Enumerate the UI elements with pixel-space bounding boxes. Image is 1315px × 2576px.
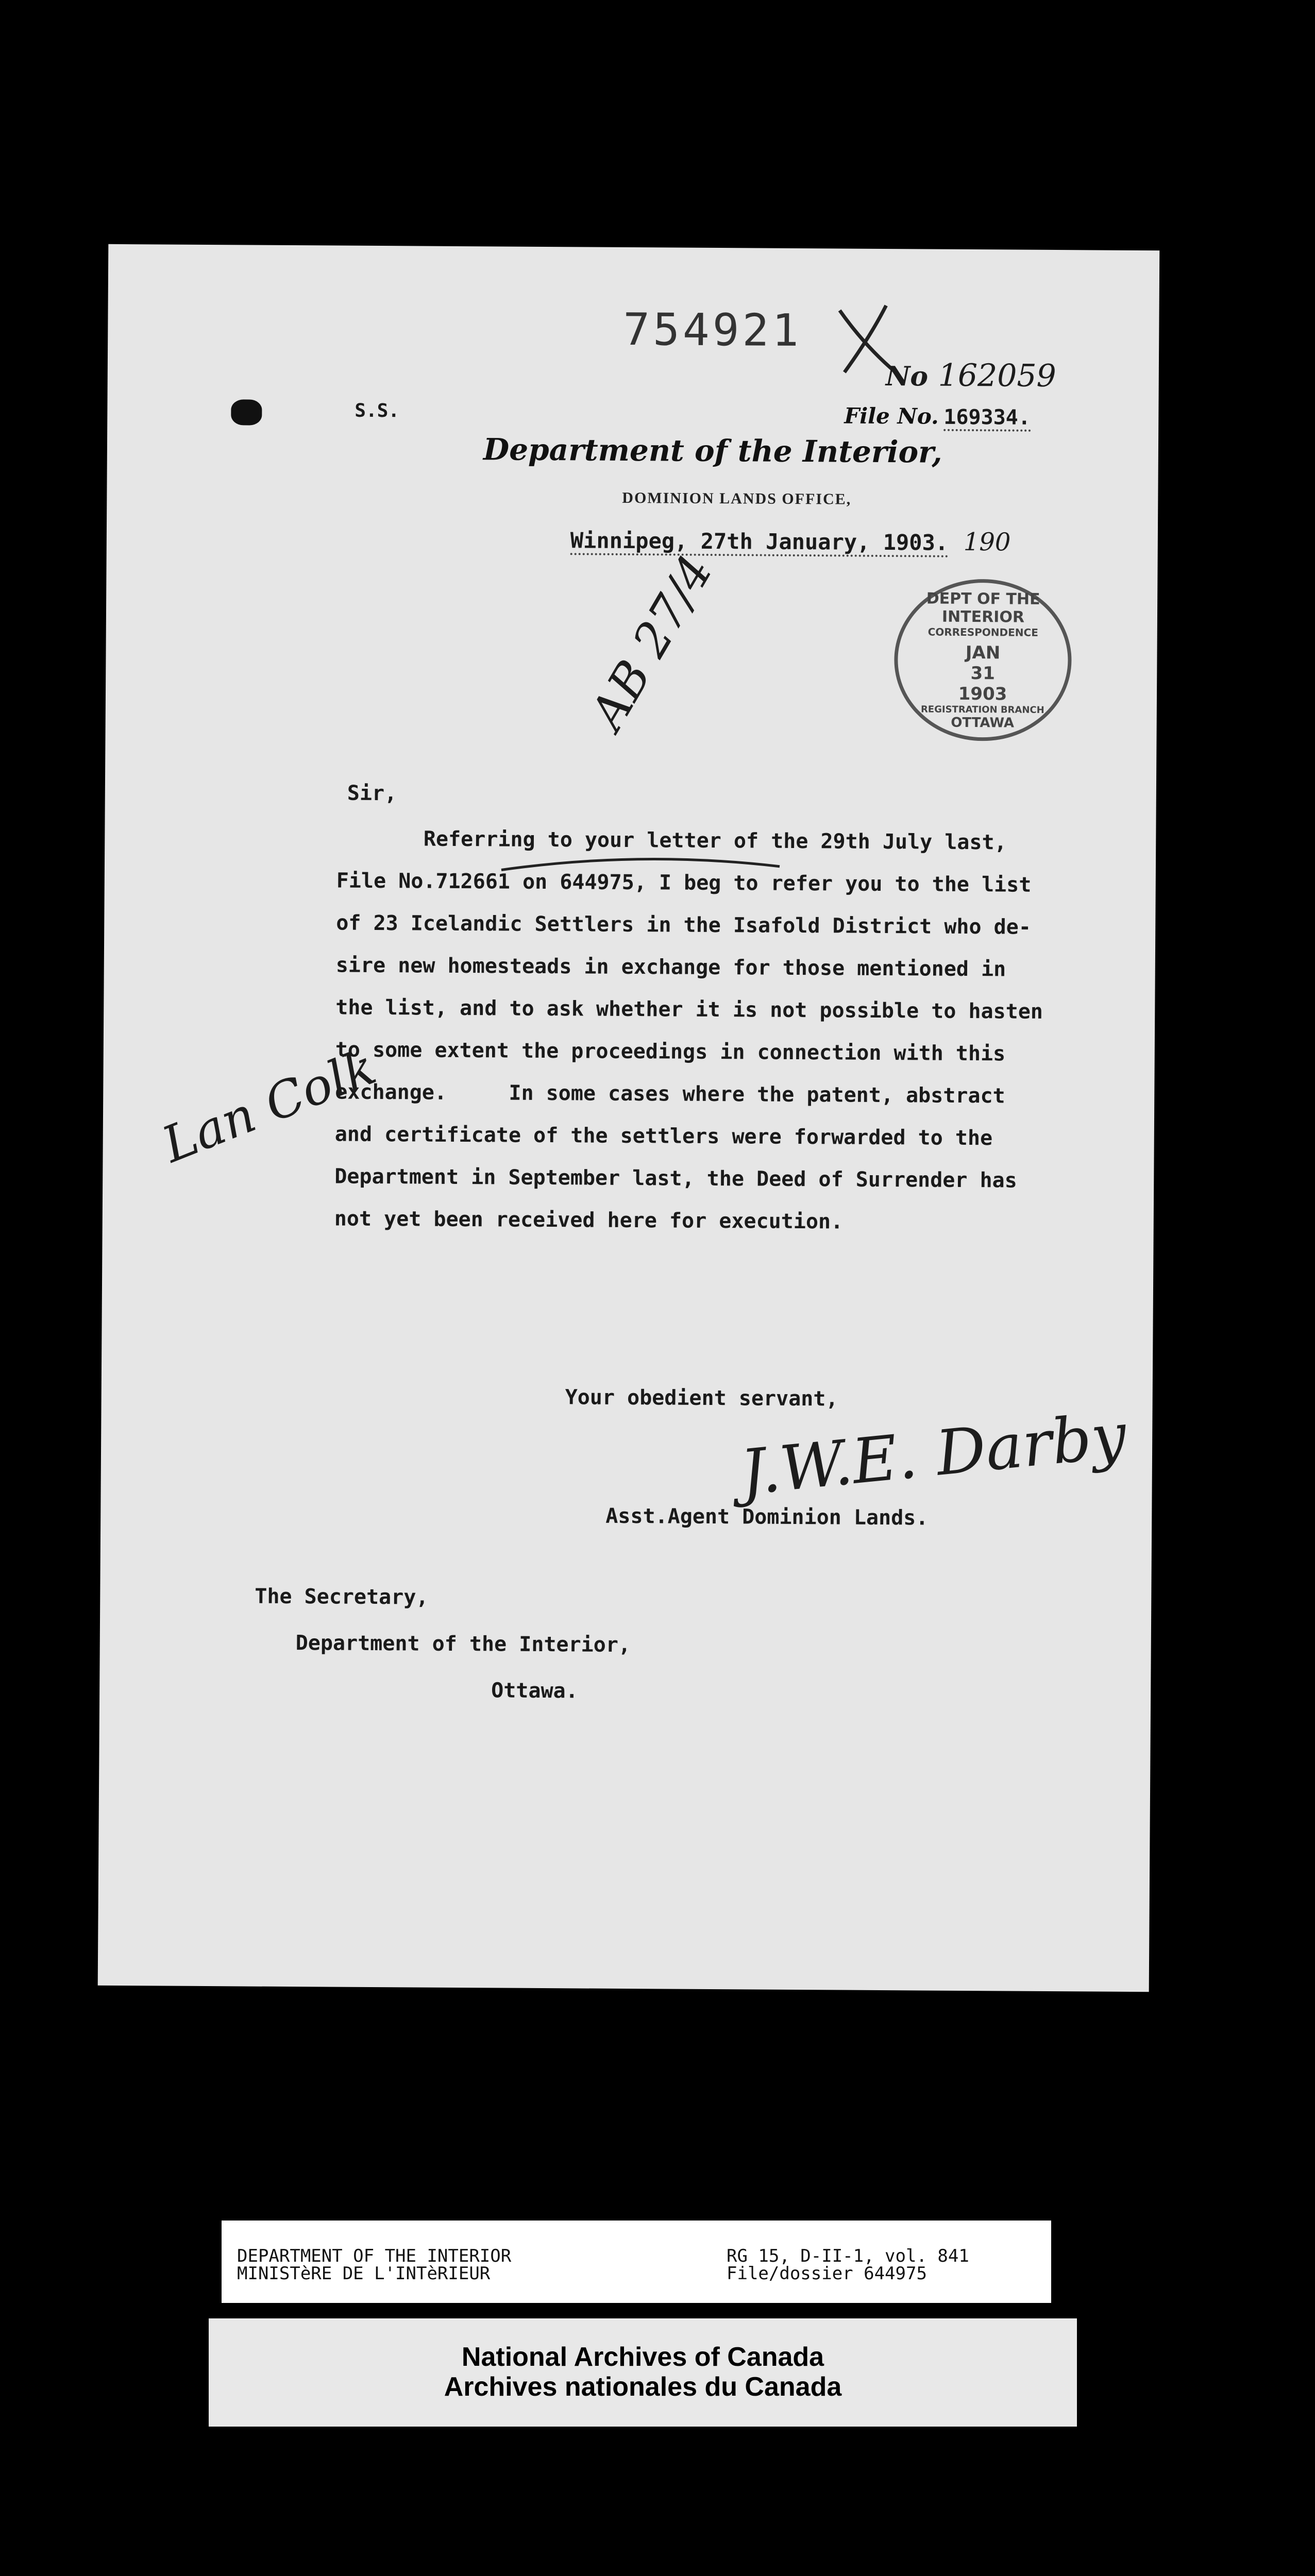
received-stamp (893, 579, 1072, 741)
archive-file-reference: File/dossier 644975 (727, 2263, 927, 2284)
body-line: the list, and to ask whether it is not possible to hasten (335, 995, 1043, 1024)
file-value: 169334. (943, 405, 1031, 432)
recipient-line: Department of the Interior, (295, 1631, 631, 1657)
file-label: File No. (844, 403, 939, 429)
body-line: File No.712661 on 644975, I beg to refer you to the list (336, 869, 1032, 897)
salutation: Sir, (347, 781, 397, 806)
recipient-line: The Secretary, (255, 1584, 429, 1609)
stamp-month: JAN (965, 642, 1001, 664)
body-line: of 23 Icelandic Settlers in the Isafold District who de- (336, 911, 1032, 939)
body-line: exchange. In some cases where the patent, abstract (335, 1080, 1005, 1108)
archives-name-en: National Archives of Canada (461, 2342, 824, 2372)
letter-body (334, 818, 1044, 1244)
place-date: Winnipeg, 27th January, 1903. (570, 528, 949, 557)
archive-department-en: DEPARTMENT OF THE INTERIOR (237, 2246, 512, 2266)
stamp-year: 1903 (958, 683, 1007, 705)
closing: Your obedient servant, (565, 1385, 838, 1411)
office-heading: DOMINION LANDS OFFICE, (622, 489, 852, 508)
archive-reference-label (222, 2221, 1051, 2303)
initials-annotation: AB 27/4 (579, 546, 724, 739)
stamp-city: OTTAWA (951, 715, 1015, 731)
margin-annotation: Lan Colk (154, 1038, 384, 1174)
year-suffix: 190 (963, 527, 1011, 557)
file-line (844, 403, 1031, 430)
ink-blot (231, 399, 262, 425)
underline-mark (496, 849, 785, 882)
ss-mark: S.S. (355, 400, 400, 422)
no-value: 162059 (938, 357, 1056, 395)
department-heading: Department of the Interior, (483, 432, 942, 470)
signer-title: Asst.Agent Dominion Lands. (605, 1504, 929, 1530)
place-date-line (570, 525, 1011, 556)
no-label: No (885, 361, 929, 393)
body-line: Referring to your letter of the 29th July last, (336, 826, 1007, 855)
archive-rg-reference: RG 15, D-II-1, vol. 841 (727, 2246, 969, 2266)
number-line (886, 357, 1056, 394)
stamp-branch: REGISTRATION BRANCH (920, 704, 1044, 716)
archives-banner (209, 2318, 1077, 2427)
body-line: to some extent the proceedings in connection with this (335, 1038, 1006, 1066)
body-line: and certificate of the settlers were forwarded to the (334, 1122, 993, 1150)
stamp-arc-mid: CORRESPONDENCE (928, 625, 1038, 639)
archives-name-fr: Archives nationales du Canada (444, 2372, 842, 2402)
stamp-arc-top: DEPT OF THE INTERIOR (926, 589, 1040, 626)
letter-page (98, 244, 1160, 1992)
body-line: sire new homesteads in exchange for those mentioned in (335, 953, 1006, 981)
stamp-day: 31 (970, 663, 996, 684)
body-line: not yet been received here for execution. (334, 1207, 844, 1234)
stamp-number: 754921 (623, 303, 802, 357)
signature: J.W.E. Darby (737, 1399, 1130, 1510)
body-line: Department in September last, the Deed of Surrender has (334, 1164, 1017, 1193)
archive-department-fr: MINISTèRE DE L'INTèRIEUR (237, 2263, 491, 2284)
recipient-line: Ottawa. (491, 1679, 578, 1703)
